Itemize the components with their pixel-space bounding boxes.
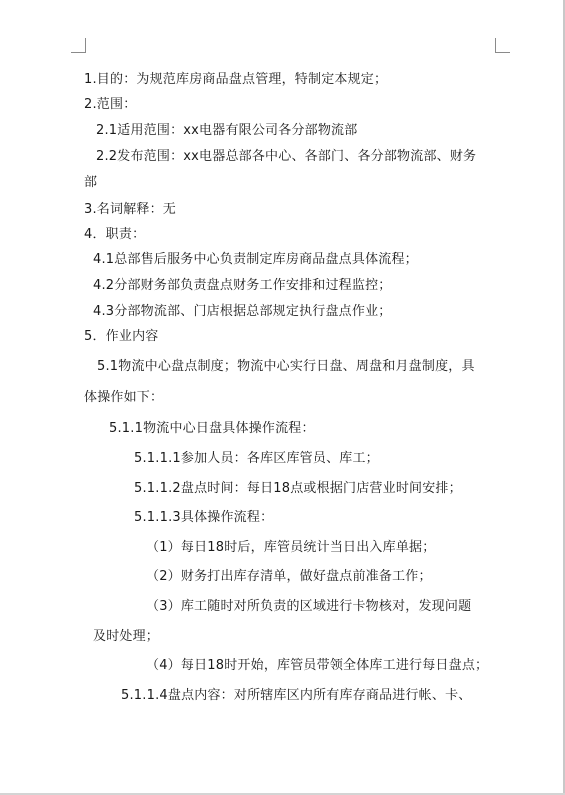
step-3: （3）库工随时对所负责的区域进行卡物核对，发现问题 [146, 599, 472, 614]
scope-distribution: 2.2发布范围：xx电器总部各中心、各部门、各分部物流部、财务 [96, 149, 477, 164]
duty-4-3: 4.3分部物流部、门店根据总部规定执行盘点作业； [93, 304, 392, 319]
margin-corner-top-right [495, 38, 510, 53]
step-3-wrap: 及时处理； [93, 629, 160, 644]
duty-4-2: 4.2分部财务部负责盘点财务工作安排和过程监控； [93, 278, 392, 293]
section-definitions: 3.名词解释：无 [84, 202, 177, 217]
operation-5-1: 5.1物流中心盘点制度；物流中心实行日盘、周盘和月盘制度，具 [97, 359, 475, 374]
duty-4-1: 4.1总部售后服务中心负责制定库房商品盘点具体流程； [93, 252, 418, 267]
step-4: （4）每日18时开始，库管员带领全体库工进行每日盘点； [146, 658, 489, 673]
operation-5-1-1-4: 5.1.1.4盘点内容：对所辖库区内所有库存商品进行帐、卡、 [121, 688, 472, 703]
step-1: （1）每日18时后，库管员统计当日出入库单据； [146, 540, 436, 555]
operation-5-1-wrap: 体操作如下： [84, 390, 164, 405]
operation-5-1-1-1: 5.1.1.1参加人员：各库区库管员、库工； [134, 451, 379, 466]
operation-5-1-1: 5.1.1物流中心日盘具体操作流程： [109, 421, 315, 436]
step-2: （2）财务打出库存清单，做好盘点前准备工作； [146, 569, 432, 584]
section-purpose: 1.目的：为规范库房商品盘点管理，特制定本规定； [84, 72, 388, 87]
margin-corner-top-left [71, 38, 86, 53]
scope-distribution-wrap: 部 [84, 175, 98, 190]
operation-5-1-1-2: 5.1.1.2盘点时间：每日18点或根据门店营业时间安排； [134, 481, 462, 496]
section-scope-heading: 2.范围： [84, 97, 137, 112]
section-operations-heading: 5．作业内容 [84, 329, 159, 344]
scope-applicable: 2.1适用范围：xx电器有限公司各分部物流部 [96, 123, 358, 138]
operation-5-1-1-3: 5.1.1.3具体操作流程： [134, 510, 274, 525]
section-duties-heading: 4．职责： [84, 227, 146, 242]
